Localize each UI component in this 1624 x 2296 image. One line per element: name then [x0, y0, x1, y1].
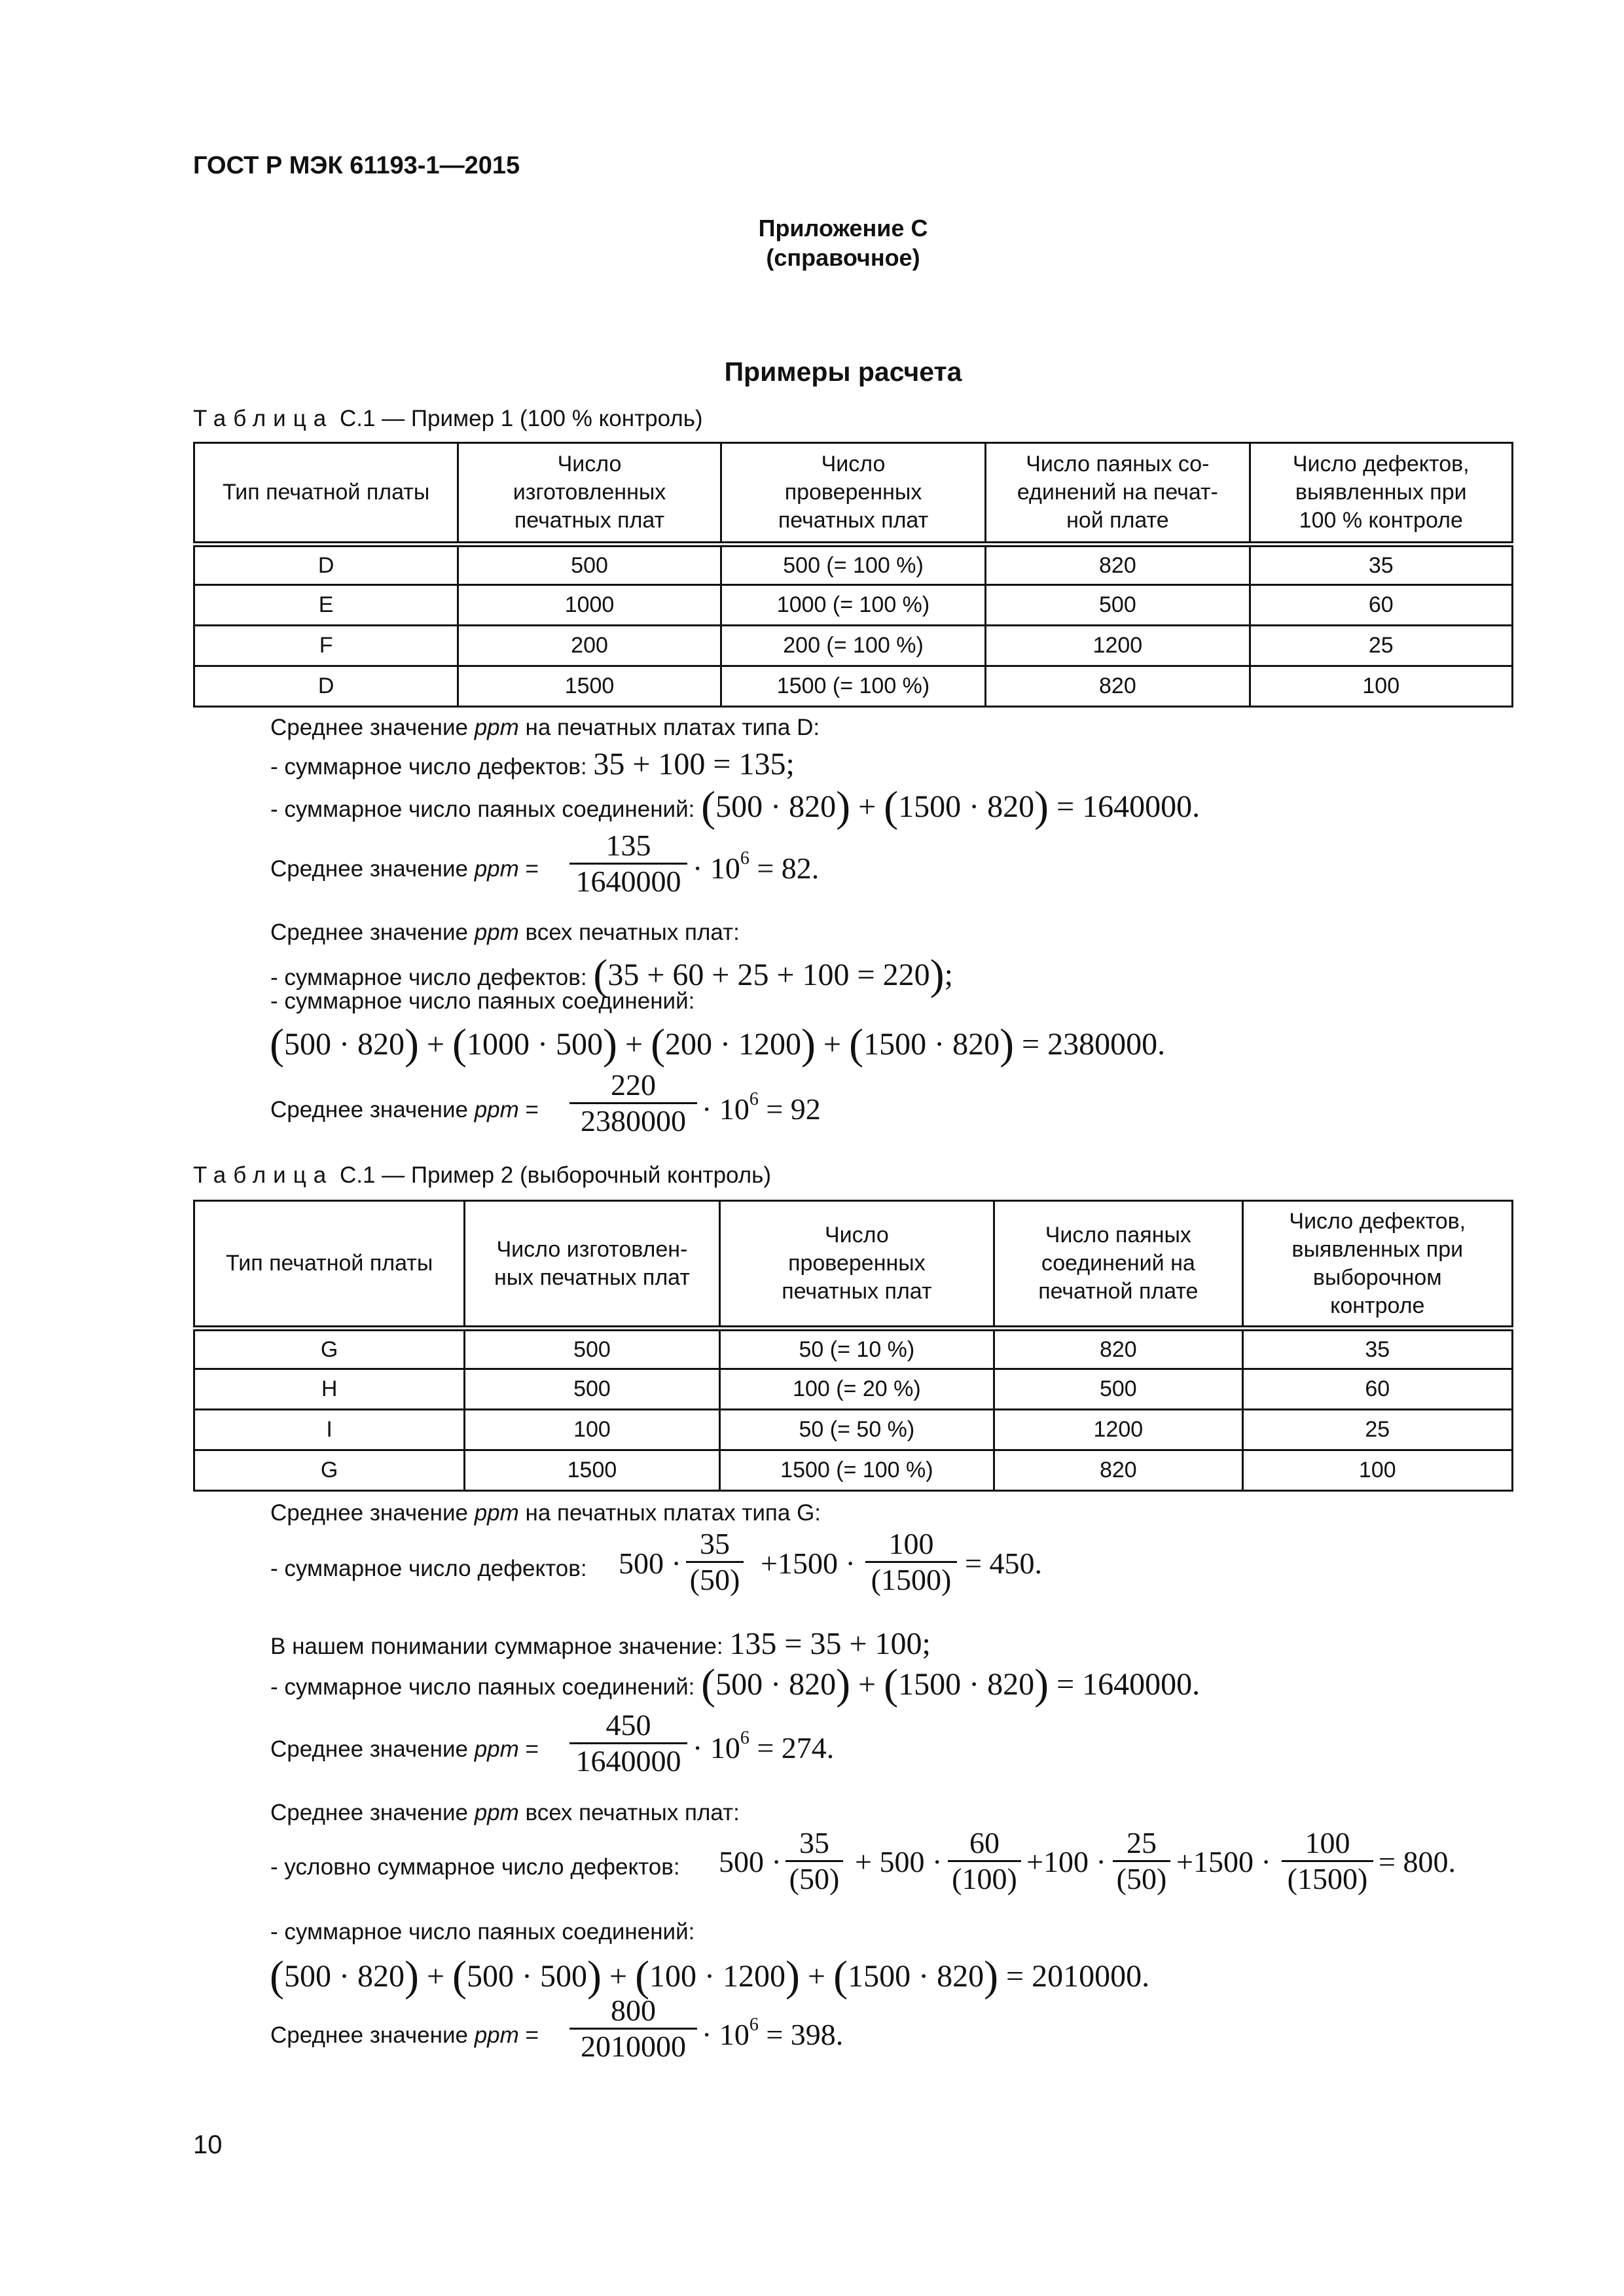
- table-cell: 50 (= 10 %): [719, 1329, 994, 1369]
- denominator: 2010000: [569, 2028, 697, 2064]
- table-cell: 25: [1250, 626, 1512, 666]
- formula-result: = 1640000.: [1056, 1667, 1200, 1702]
- ex2-line-6: [270, 1800, 740, 1826]
- table-cell: 500: [986, 585, 1250, 626]
- ex2-line-4: - суммарное число паяных соединений: (500 · 820) + (1500 · 820) = 1640000.: [270, 1660, 1200, 1708]
- caption-prefix: Таблица: [193, 406, 334, 431]
- table-cell: 1500: [465, 1450, 719, 1491]
- table-cell: 25: [1242, 1410, 1512, 1450]
- text: =: [518, 2022, 539, 2048]
- table-cell: F: [194, 626, 458, 666]
- table-row: [194, 1410, 1513, 1450]
- denominator: 2380000: [569, 1102, 697, 1138]
- power-term: · $10^6 = 82$.: [693, 848, 820, 885]
- table-cell: 200 (= 100 %): [721, 626, 985, 666]
- fraction: [865, 1527, 957, 1597]
- caption-prefix: Таблица: [193, 1162, 334, 1188]
- formula: 135 = 35 + 100: [729, 1626, 922, 1661]
- text: Среднее значение: [270, 715, 475, 740]
- ex1-line-7: - суммарное число паяных соединений:: [270, 988, 695, 1014]
- fraction: [569, 1708, 687, 1778]
- formula: 1500 · 820: [898, 1667, 1035, 1702]
- ex1-line-3: - суммарное число паяных соединений: (500 · 820) + (1500 · 820) = 1640000.: [270, 783, 1200, 831]
- ex1-line-4: [270, 856, 539, 882]
- table-cell: 1000 (= 100 %): [721, 585, 985, 626]
- denominator: (1500): [865, 1561, 957, 1597]
- ex1-line-1: [270, 715, 820, 741]
- text: =: [518, 856, 539, 882]
- table-cell: 1500 (= 100 %): [719, 1450, 994, 1491]
- text: всех печатных плат:: [518, 1800, 740, 1825]
- text: всех печатных плат:: [518, 920, 740, 945]
- ex2-line-7: - условно суммарное число дефектов:: [270, 1854, 680, 1880]
- formula: 200 · 1200: [665, 1027, 802, 1062]
- ex2-line-9: (500 · 820) + (500 · 500) + (100 · 1200) + (1500 · 820) = 2010000.: [270, 1952, 1150, 2000]
- formula: 1500 · 820: [863, 1027, 1000, 1062]
- numerator: 800: [611, 1994, 656, 2027]
- power-base: · 10: [693, 852, 740, 885]
- table-cell: 500: [465, 1329, 719, 1369]
- numerator: 100: [888, 1527, 934, 1560]
- formula: 500 · 820: [715, 789, 837, 824]
- power-term: [702, 1089, 821, 1126]
- table-cell: 100: [465, 1410, 719, 1450]
- table-cell: 60: [1250, 585, 1512, 626]
- table1-header-cell: Число изготовленных печатных плат: [458, 443, 721, 545]
- text: =: [518, 1736, 539, 1762]
- ex2-line-5: [270, 1736, 539, 1763]
- table1: [193, 442, 1513, 708]
- table-cell: 500: [994, 1369, 1242, 1410]
- table-row: [194, 1450, 1513, 1491]
- table-cell: 35: [1242, 1329, 1512, 1369]
- text: Среднее значение: [270, 1500, 475, 1526]
- text: Среднее значение: [270, 1097, 475, 1122]
- table-cell: 35: [1250, 545, 1512, 585]
- ppm-italic: ppm: [474, 1736, 519, 1762]
- table1-header-cell: Число дефектов, выявленных при 100 % контроле: [1250, 443, 1512, 545]
- table1-caption: [193, 406, 703, 432]
- table-cell: 1000: [458, 585, 721, 626]
- table-cell: 500: [465, 1369, 719, 1410]
- formula-result: = 1640000: [1056, 789, 1193, 824]
- ex2-line-1: [270, 1500, 821, 1526]
- table-cell: D: [194, 545, 458, 585]
- ex2-line-8: - суммарное число паяных соединений:: [270, 1919, 695, 1945]
- ppm-italic: ppm: [474, 715, 519, 740]
- text: на печатных платах типа D:: [518, 715, 820, 740]
- formula-result: = 82: [757, 852, 812, 885]
- table-cell: 1200: [986, 626, 1250, 666]
- table-cell: 820: [994, 1329, 1242, 1369]
- formula-result: = 398.: [766, 2018, 844, 2051]
- coef: 500 ·: [619, 1547, 681, 1580]
- ex2-line-2: - суммарное число дефектов:: [270, 1556, 587, 1581]
- denominator: 1640000: [569, 863, 687, 899]
- table1-header-cell: Тип печатной платы: [194, 443, 458, 545]
- table-cell: D: [194, 666, 458, 707]
- page-number: 10: [193, 2130, 223, 2159]
- fraction: [686, 1527, 744, 1597]
- ex1-line-6: - суммарное число дефектов: (35 + 60 + 25 + 100 = 220);: [270, 951, 953, 999]
- table-cell: E: [194, 585, 458, 626]
- table-cell: 820: [994, 1450, 1242, 1491]
- fraction: [569, 829, 687, 899]
- power-exp: 6: [740, 1728, 749, 1748]
- table-cell: 1500 (= 100 %): [721, 666, 985, 707]
- formula: 500 · 820: [283, 1027, 405, 1062]
- formula-result: = 92: [766, 1092, 821, 1126]
- ppm-italic: ppm: [474, 920, 519, 945]
- table2-header-cell: Число проверенных печатных плат: [719, 1201, 994, 1329]
- numerator: 35: [700, 1527, 730, 1560]
- table-cell: 820: [986, 666, 1250, 707]
- text: - суммарное число паяных соединений:: [270, 1674, 702, 1700]
- numerator: 35: [799, 1826, 829, 1859]
- numerator: 60: [969, 1826, 1000, 1859]
- fraction: [948, 1826, 1021, 1896]
- coef: +1500 ·: [1176, 1845, 1271, 1878]
- table-cell: 60: [1242, 1369, 1512, 1410]
- denominator: (50): [686, 1561, 744, 1597]
- power-term: [693, 1728, 834, 1765]
- ppm-italic: ppm: [474, 1800, 519, 1825]
- table-cell: 1500: [458, 666, 721, 707]
- table2-caption: [193, 1162, 771, 1189]
- text: на печатных платах типа G:: [518, 1500, 821, 1526]
- table-row: [194, 1329, 1513, 1369]
- table-cell: 50 (= 50 %): [719, 1410, 994, 1450]
- formula: 1500 · 820: [848, 1959, 984, 1994]
- denominator: 1640000: [569, 1742, 687, 1778]
- text: =: [518, 1097, 539, 1122]
- denominator: (50): [1113, 1860, 1170, 1896]
- table-cell: G: [194, 1329, 465, 1369]
- table-cell: 200: [458, 626, 721, 666]
- coef: +100 ·: [1026, 1845, 1106, 1878]
- ppm-italic: ppm: [474, 2022, 519, 2048]
- table-row: [194, 585, 1513, 626]
- numerator: 25: [1127, 1826, 1157, 1859]
- text: - суммарное число дефектов:: [270, 965, 594, 990]
- numerator: 100: [1305, 1826, 1350, 1859]
- formula: 1500 · 820: [898, 789, 1035, 824]
- coef: 500 ·: [719, 1845, 782, 1878]
- table2: [193, 1200, 1513, 1492]
- table-row: [194, 1369, 1513, 1410]
- denominator: (100): [948, 1860, 1021, 1896]
- formula: 35 + 100 = 135: [593, 747, 786, 781]
- table-row: [194, 626, 1513, 666]
- table-row: [194, 545, 1513, 585]
- power-base: · 10: [702, 2018, 749, 2051]
- formula: 1000 · 500: [467, 1027, 603, 1062]
- table-cell: 100 (= 20 %): [719, 1369, 994, 1410]
- table-cell: I: [194, 1410, 465, 1450]
- fraction: [569, 1068, 697, 1138]
- text: - суммарное число дефектов:: [270, 754, 594, 780]
- fraction: [1282, 1826, 1373, 1896]
- formula: 500 · 500: [467, 1959, 587, 1994]
- text: - суммарное число паяных соединений:: [270, 797, 702, 822]
- formula-result: = 274.: [757, 1731, 835, 1765]
- document-header: ГОСТ Р МЭК 61193-1—2015: [193, 152, 520, 179]
- ex1-line-9: [270, 1097, 539, 1123]
- numerator: 220: [611, 1068, 656, 1102]
- table1-header-cell: Число паяных со- единений на печат- ной плате: [986, 443, 1250, 545]
- ex2-line-3: В нашем понимании суммарное значение: 135 = 35 + 100;: [270, 1626, 931, 1661]
- text: Среднее значение: [270, 1736, 475, 1762]
- formula: 35 + 60 + 25 + 100 = 220: [607, 958, 930, 992]
- power-exp: 6: [749, 1089, 759, 1109]
- appendix-title: Приложение С: [758, 215, 928, 242]
- table-cell: G: [194, 1450, 465, 1491]
- formula-result: = 450: [965, 1547, 1035, 1580]
- denominator: (1500): [1282, 1860, 1373, 1896]
- formula-result: = 800.: [1379, 1845, 1456, 1878]
- denominator: (50): [785, 1860, 843, 1896]
- table-cell: 100: [1242, 1450, 1512, 1491]
- ppm-italic: ppm: [474, 1500, 519, 1526]
- formula-result: = 450.: [965, 1547, 1042, 1580]
- table2-header-cell: Число дефектов, выявленных при выборочном контроле: [1242, 1201, 1512, 1329]
- table-cell: 500: [458, 545, 721, 585]
- caption-text: С.1 — Пример 2 (выборочный контроль): [339, 1162, 772, 1188]
- table-row: [194, 666, 1513, 707]
- formula: 100 · 1200: [649, 1959, 786, 1994]
- numerator: 450: [605, 1708, 651, 1742]
- ppm-italic: ppm: [474, 1097, 519, 1122]
- table-cell: 1200: [994, 1410, 1242, 1450]
- ex2-line-10: [270, 2022, 539, 2049]
- formula-result: = 2010000.: [1006, 1959, 1150, 1994]
- table-cell: 820: [986, 545, 1250, 585]
- coef: +1500 ·: [761, 1547, 856, 1580]
- section-title: Примеры расчета: [724, 357, 962, 387]
- table-cell: 100: [1250, 666, 1512, 707]
- power-exp: 6: [740, 848, 749, 869]
- text: Среднее значение: [270, 2022, 475, 2048]
- ex1-line-5: [270, 920, 740, 946]
- appendix-subtitle: (справочное): [766, 244, 920, 271]
- ppm-italic: ppm: [474, 856, 519, 882]
- fraction: [785, 1826, 843, 1896]
- ex1-line-2: - суммарное число дефектов: 35 + 100 = 135;: [270, 747, 795, 781]
- text: Среднее значение: [270, 856, 475, 882]
- fraction: [569, 1994, 697, 2064]
- table1-header-cell: Число проверенных печатных плат: [721, 443, 985, 545]
- table2-header-cell: Тип печатной платы: [194, 1201, 465, 1329]
- text: Среднее значение: [270, 920, 475, 945]
- numerator: 135: [605, 829, 651, 862]
- coef: + 500 ·: [855, 1845, 943, 1878]
- power-base: · 10: [702, 1092, 749, 1126]
- text: Среднее значение: [270, 1800, 475, 1825]
- table2-header-cell: Число изготовлен- ных печатных плат: [465, 1201, 719, 1329]
- table-cell: H: [194, 1369, 465, 1410]
- ex1-line-8: (500 · 820) + (1000 · 500) + (200 · 1200) + (1500 · 820) = 2380000.: [270, 1020, 1166, 1068]
- table2-header-cell: Число паяных соединений на печатной плате: [994, 1201, 1242, 1329]
- power-base: · 10: [693, 1731, 740, 1765]
- formula-result: = 2380000: [1022, 1027, 1158, 1062]
- text: В нашем понимании суммарное значение:: [270, 1634, 730, 1659]
- formula: 500 · 820: [283, 1959, 405, 1994]
- fraction: [1113, 1826, 1170, 1896]
- caption-text: С.1 — Пример 1 (100 % контроль): [339, 406, 703, 431]
- formula: 500 · 820: [715, 1667, 837, 1702]
- power-exp: 6: [749, 2015, 759, 2035]
- table-cell: 500 (= 100 %): [721, 545, 985, 585]
- power-term: [702, 2015, 843, 2052]
